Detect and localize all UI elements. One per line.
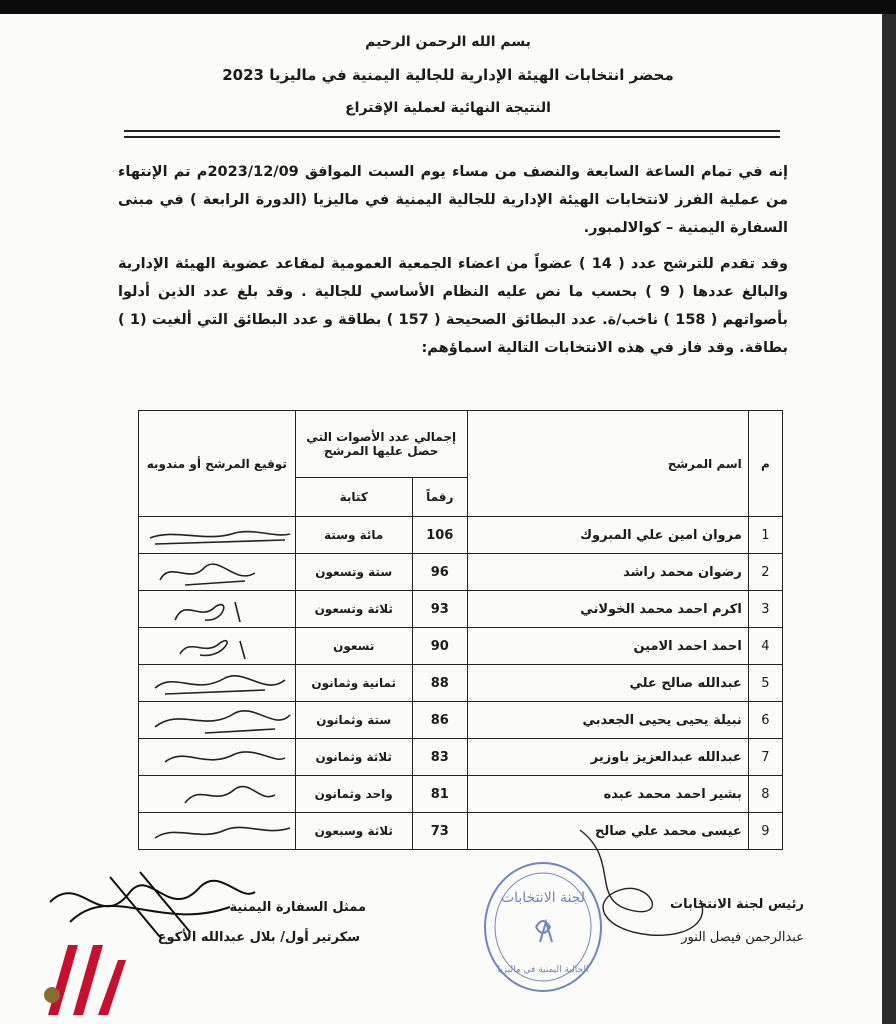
row-num: 3 bbox=[748, 591, 782, 628]
paragraph-statistics: وقد تقدم للترشح عدد ( 14 ) عضواً من اعضاء الجمعية العمومية لمقاعد عضوية الهيئة الإدارية والبالغ عددها ( 9 ) بحسب ما نص عليه النظام الأساسي للجالية . وقد بلغ عدد الذين أدلوا بأصواتهم ( 158 ) ناخب/ة. عدد البطائق الصحيحة ( 157 ) بطاقة و عدد البطائق التي ألغيت (1 ) بطاقة. وقد فاز في هذه الانتخابات التالية اسماؤهم: bbox=[118, 256, 788, 356]
votes-words: ستة وثمانون bbox=[295, 702, 412, 739]
candidate-signature bbox=[139, 628, 296, 665]
votes-digits: 96 bbox=[412, 554, 467, 591]
candidate-name: اكرم احمد محمد الخولاني bbox=[467, 591, 748, 628]
votes-words: ستة وتسعون bbox=[295, 554, 412, 591]
candidate-signature bbox=[139, 739, 296, 776]
embassy-emblem bbox=[38, 925, 128, 1020]
document-title: محضر انتخابات الهيئة الإدارية للجالية اليمنية في ماليزيا 2023 bbox=[222, 66, 674, 84]
candidate-name: نبيلة يحيى يحيى الجعدبي bbox=[467, 702, 748, 739]
votes-words: ثلاثة وسبعون bbox=[295, 813, 412, 850]
document-subtitle: النتيجة النهائية لعملية الإقتراع bbox=[345, 100, 551, 116]
candidate-name: عبدالله صالح علي bbox=[467, 665, 748, 702]
candidate-signature bbox=[139, 813, 296, 850]
candidate-name: رضوان محمد راشد bbox=[467, 554, 748, 591]
table-row bbox=[139, 517, 783, 554]
votes-digits: 81 bbox=[412, 776, 467, 813]
embassy-name: سكرتير أول/ بلال عبدالله الأكوع bbox=[157, 930, 360, 945]
candidate-signature bbox=[139, 517, 296, 554]
candidate-name: عبدالله عبدالعزيز باوزير bbox=[467, 739, 748, 776]
candidate-name: بشير احمد محمد عبده bbox=[467, 776, 748, 813]
table-row bbox=[139, 776, 783, 813]
candidate-signature bbox=[139, 776, 296, 813]
header-votes-total: إجمالي عدد الأصوات التي حصل عليها المرشح bbox=[295, 411, 467, 478]
header-rule-2 bbox=[124, 136, 780, 138]
candidate-signature bbox=[139, 665, 296, 702]
results-table bbox=[138, 410, 783, 850]
header-rule-1 bbox=[124, 130, 780, 132]
candidate-name: احمد احمد الامين bbox=[467, 628, 748, 665]
row-num: 4 bbox=[748, 628, 782, 665]
votes-digits: 90 bbox=[412, 628, 467, 665]
header-name: اسم المرشح bbox=[467, 411, 748, 517]
candidate-signature bbox=[139, 702, 296, 739]
committee-stamp bbox=[478, 857, 608, 997]
committee-title: رئيس لجنة الانتخابات bbox=[670, 897, 804, 912]
bismillah: بسم الله الرحمن الرحيم bbox=[365, 34, 531, 50]
votes-words: تسعون bbox=[295, 628, 412, 665]
row-num: 8 bbox=[748, 776, 782, 813]
candidate-name: مروان امين علي المبروك bbox=[467, 517, 748, 554]
table-row bbox=[139, 665, 783, 702]
stamp-text: لجنة الانتخابات bbox=[500, 890, 586, 906]
votes-words: مائة وستة bbox=[295, 517, 412, 554]
header-digits: رقماً bbox=[412, 478, 467, 517]
table-row bbox=[139, 591, 783, 628]
header-signature: توقيع المرشح أو مندوبه bbox=[139, 411, 296, 517]
candidate-signature bbox=[139, 591, 296, 628]
embassy-title: ممثل السفارة اليمنية bbox=[229, 900, 366, 915]
votes-words: واحد وثمانون bbox=[295, 776, 412, 813]
row-num: 7 bbox=[748, 739, 782, 776]
paragraph-closing-time: إنه في تمام الساعة السابعة والنصف من مساء يوم السبت الموافق 2023/12/09م تم الإنتهاء من عملية الفرز لانتخابات الهيئة الإدارية للجالية اليمنية في ماليزيا (الدورة الرابعة ) في مبنى السفارة اليمنية – كوالالمبور. bbox=[118, 164, 788, 236]
header-num: م bbox=[748, 411, 782, 517]
row-num: 6 bbox=[748, 702, 782, 739]
row-num: 2 bbox=[748, 554, 782, 591]
votes-words: ثلاثة وثمانون bbox=[295, 739, 412, 776]
votes-words: ثمانية وثمانون bbox=[295, 665, 412, 702]
table-row bbox=[139, 554, 783, 591]
row-num: 9 bbox=[748, 813, 782, 850]
candidate-name: عيسى محمد علي صالح bbox=[467, 813, 748, 850]
table-row bbox=[139, 739, 783, 776]
votes-words: ثلاثة وتسعون bbox=[295, 591, 412, 628]
row-num: 5 bbox=[748, 665, 782, 702]
candidate-signature bbox=[139, 554, 296, 591]
header-words: كتابة bbox=[295, 478, 412, 517]
table-row bbox=[139, 702, 783, 739]
right-edge-strip bbox=[882, 14, 896, 1024]
votes-digits: 93 bbox=[412, 591, 467, 628]
top-dark-bar bbox=[0, 0, 896, 14]
votes-digits: 83 bbox=[412, 739, 467, 776]
stamp-subtext: الجالية اليمنية في ماليزيا bbox=[497, 965, 589, 975]
table-row bbox=[139, 628, 783, 665]
votes-digits: 106 bbox=[412, 517, 467, 554]
row-num: 1 bbox=[748, 517, 782, 554]
committee-name: عبدالرحمن فيصل النور bbox=[681, 930, 804, 945]
votes-digits: 73 bbox=[412, 813, 467, 850]
votes-digits: 88 bbox=[412, 665, 467, 702]
votes-digits: 86 bbox=[412, 702, 467, 739]
